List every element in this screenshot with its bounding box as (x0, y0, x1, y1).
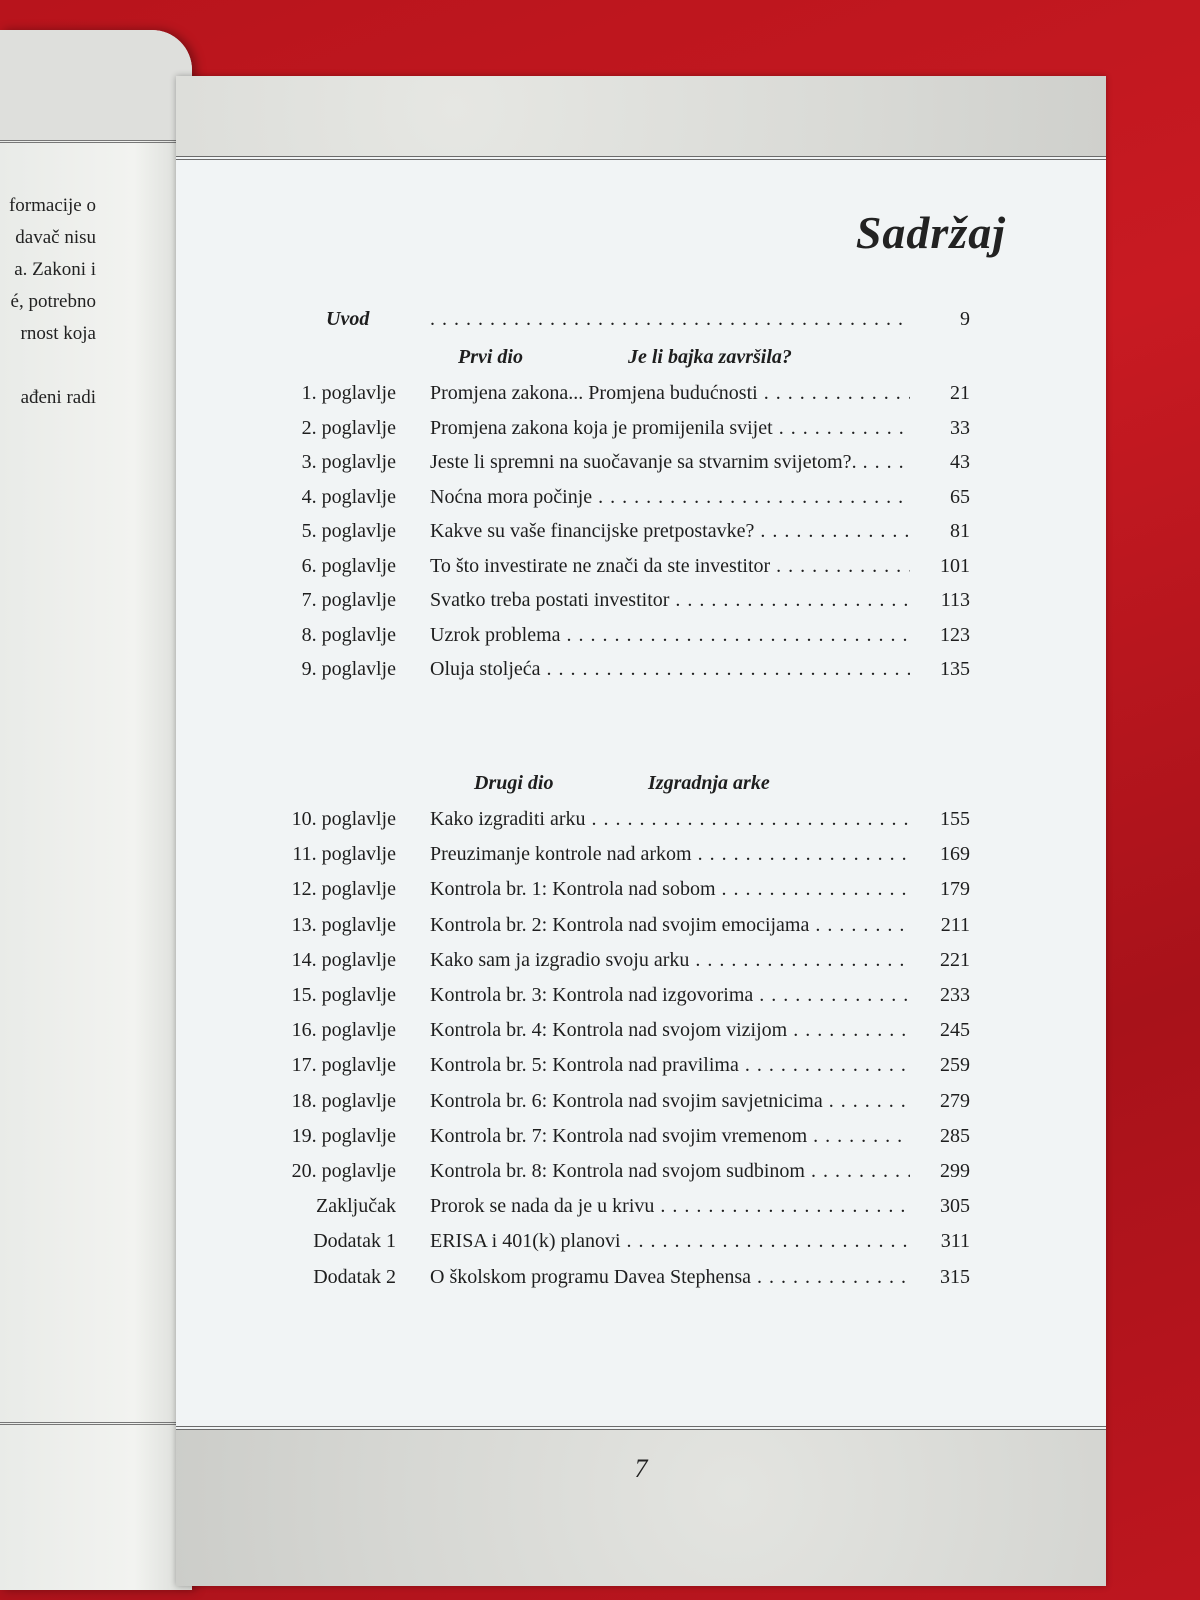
toc-chapter-label: Dodatak 1 (313, 1230, 396, 1253)
toc-page-number: 315 (940, 1265, 970, 1288)
left-page-line: é, potrebno (10, 291, 96, 312)
toc-chapter-title: ERISA i 401(k) planovi . . . (430, 1230, 910, 1253)
toc-intro-page: 9 (960, 308, 970, 330)
toc-page-number: 305 (940, 1195, 970, 1218)
toc-row (176, 1195, 1106, 1225)
toc-chapter-title: Svatko treba postati investitor . . . (430, 589, 910, 612)
toc-chapter-title: Kontrola br. 5: Kontrola nad pravilima . . . (430, 1054, 910, 1077)
toc-chapter-title: Kontrola br. 6: Kontrola nad svojim savjetnicima . . . (430, 1090, 910, 1113)
toc-chapter-label: 17. poglavlje (291, 1054, 396, 1077)
toc-row (176, 520, 1106, 550)
toc-page-number: 101 (940, 554, 970, 577)
page-number: 7 (634, 1454, 648, 1483)
toc-chapter-title: To što investirate ne znači da ste investitor . . . (430, 555, 910, 578)
toc-chapter-label: 9. poglavlje (301, 658, 396, 680)
toc-chapter-label: 14. poglavlje (291, 948, 396, 971)
toc-page-number: 65 (950, 485, 970, 508)
toc-row (176, 984, 1106, 1014)
left-page (0, 30, 192, 1590)
part-two-name: Drugi dio (474, 772, 554, 794)
toc-row (176, 843, 1106, 873)
page-header-band (176, 76, 1106, 156)
toc-page-number: 81 (950, 520, 970, 542)
toc-chapter-title: Jeste li spremni na suočavanje sa stvarnim svijetom?. . . . (430, 451, 910, 474)
toc-page-number: 123 (940, 623, 970, 646)
toc-chapter-title: Promjena zakona koja je promijenila svijet . . . (430, 417, 910, 440)
toc-chapter-label: Zaključak (316, 1195, 396, 1218)
toc-row (176, 589, 1106, 619)
toc-chapter-title: Uzrok problema . . . (430, 624, 910, 647)
left-page-line: ađeni radi (20, 387, 96, 408)
toc-row (176, 914, 1106, 944)
contents-page (176, 76, 1106, 1586)
toc-chapter-title: Kako izgraditi arku . . . (430, 808, 910, 831)
toc-row (176, 658, 1106, 688)
part-one-header (176, 346, 1106, 376)
toc-row (176, 949, 1106, 979)
toc-page-number: 245 (940, 1019, 970, 1042)
toc-chapter-title: O školskom programu Davea Stephensa . . . (430, 1266, 910, 1289)
toc-chapter-label: 7. poglavlje (301, 589, 396, 611)
toc-chapter-label: 1. poglavlje (301, 382, 396, 404)
toc-page-number: 43 (950, 451, 970, 473)
left-page-header-band (0, 30, 192, 140)
toc-chapter-label: 15. poglavlje (291, 984, 396, 1006)
toc-page-number: 135 (940, 658, 970, 680)
toc-chapter-title: Kontrola br. 4: Kontrola nad svojom vizijom . . . (430, 1019, 910, 1042)
toc-row (176, 1125, 1106, 1155)
toc-page-number: 311 (940, 1230, 970, 1253)
toc-chapter-label: 4. poglavlje (301, 485, 396, 508)
toc-row (176, 555, 1106, 585)
toc-chapter-title: Kontrola br. 8: Kontrola nad svojom sudbinom . . . (430, 1160, 910, 1183)
toc-chapter-label: Dodatak 2 (313, 1265, 396, 1288)
toc-chapter-label: 13. poglavlje (291, 913, 396, 936)
toc-chapter-title: Oluja stoljeća . . . (430, 658, 910, 681)
toc-page-number: 299 (940, 1160, 970, 1182)
toc-row (176, 808, 1106, 838)
left-page-line: rnost koja (20, 323, 96, 344)
toc-chapter-label: 5. poglavlje (301, 520, 396, 542)
toc-intro-label: Uvod (326, 308, 370, 330)
toc-chapter-label: 16. poglavlje (291, 1019, 396, 1042)
part-two-header (176, 772, 1106, 802)
toc-chapter-label: 20. poglavlje (291, 1160, 396, 1182)
part-two-title: Izgradnja arke (648, 772, 770, 794)
toc-chapter-title: Promjena zakona... Promjena budućnosti . . . (430, 382, 910, 405)
toc-chapter-label: 18. poglavlje (291, 1089, 396, 1112)
toc-chapter-label: 6. poglavlje (301, 554, 396, 577)
toc-row (176, 1054, 1106, 1084)
left-page-top-rule (0, 140, 192, 143)
toc-page-number: 155 (940, 808, 970, 830)
toc-row (176, 382, 1106, 412)
toc-page-number: 113 (940, 589, 970, 611)
toc-chapter-label: 12. poglavlje (291, 878, 396, 901)
toc-row (176, 1266, 1106, 1296)
toc-page-number: 21 (950, 382, 970, 404)
toc-row (176, 1019, 1106, 1049)
toc-chapter-title: Kako sam ja izgradio svoju arku . . . (430, 949, 910, 972)
toc-page-number: 211 (940, 913, 970, 936)
toc-row (176, 486, 1106, 516)
toc-chapter-title: Kontrola br. 7: Kontrola nad svojim vremenom . . . (430, 1125, 910, 1148)
left-page-line: a. Zakoni i (14, 259, 96, 280)
toc-page-number: 221 (940, 948, 970, 971)
toc-chapter-title: Noćna mora počinje . . . (430, 486, 910, 509)
toc-chapter-title: Preuzimanje kontrole nad arkom . . . (430, 843, 910, 866)
toc-page-number: 279 (940, 1089, 970, 1112)
part-one-title: Je li bajka završila? (628, 346, 792, 368)
toc-page-number: 259 (940, 1054, 970, 1077)
toc-row (176, 417, 1106, 447)
toc-chapter-label: 3. poglavlje (301, 451, 396, 473)
toc-page-number: 285 (940, 1124, 970, 1147)
page-title: Sadržaj (855, 207, 1006, 258)
toc-intro-row (176, 308, 1106, 338)
toc-chapter-label: 2. poglavlje (301, 416, 396, 439)
toc-row (176, 451, 1106, 481)
toc-chapter-label: 11. poglavlje (292, 843, 396, 866)
left-page-line: formacije o (8, 195, 96, 216)
toc-chapter-title: Kakve su vaše financijske pretpostavke? . . . (430, 520, 910, 543)
part-one-name: Prvi dio (458, 346, 523, 368)
toc-intro-leader (430, 308, 910, 331)
left-page-line: davač nisu (15, 227, 96, 248)
toc-row (176, 624, 1106, 654)
toc-page-number: 233 (940, 984, 970, 1006)
toc-chapter-label: 8. poglavlje (301, 623, 396, 646)
toc-page-number: 179 (940, 878, 970, 901)
toc-chapter-title: Prorok se nada da je u krivu . . . (430, 1195, 910, 1218)
toc-chapter-title: Kontrola br. 3: Kontrola nad izgovorima . . . (430, 984, 910, 1007)
toc-chapter-label: 10. poglavlje (291, 808, 396, 830)
toc-chapter-title: Kontrola br. 2: Kontrola nad svojim emocijama . . . (430, 914, 910, 937)
toc-row (176, 1090, 1106, 1120)
toc-chapter-label: 19. poglavlje (291, 1124, 396, 1147)
toc-chapter-title: Kontrola br. 1: Kontrola nad sobom . . . (430, 878, 910, 901)
left-page-bottom-rule (0, 1422, 192, 1425)
header-double-rule (176, 156, 1106, 160)
toc-row (176, 878, 1106, 908)
toc-page-number: 169 (940, 843, 970, 866)
toc-page-number: 33 (950, 416, 970, 439)
toc-row (176, 1230, 1106, 1260)
toc-row (176, 1160, 1106, 1190)
